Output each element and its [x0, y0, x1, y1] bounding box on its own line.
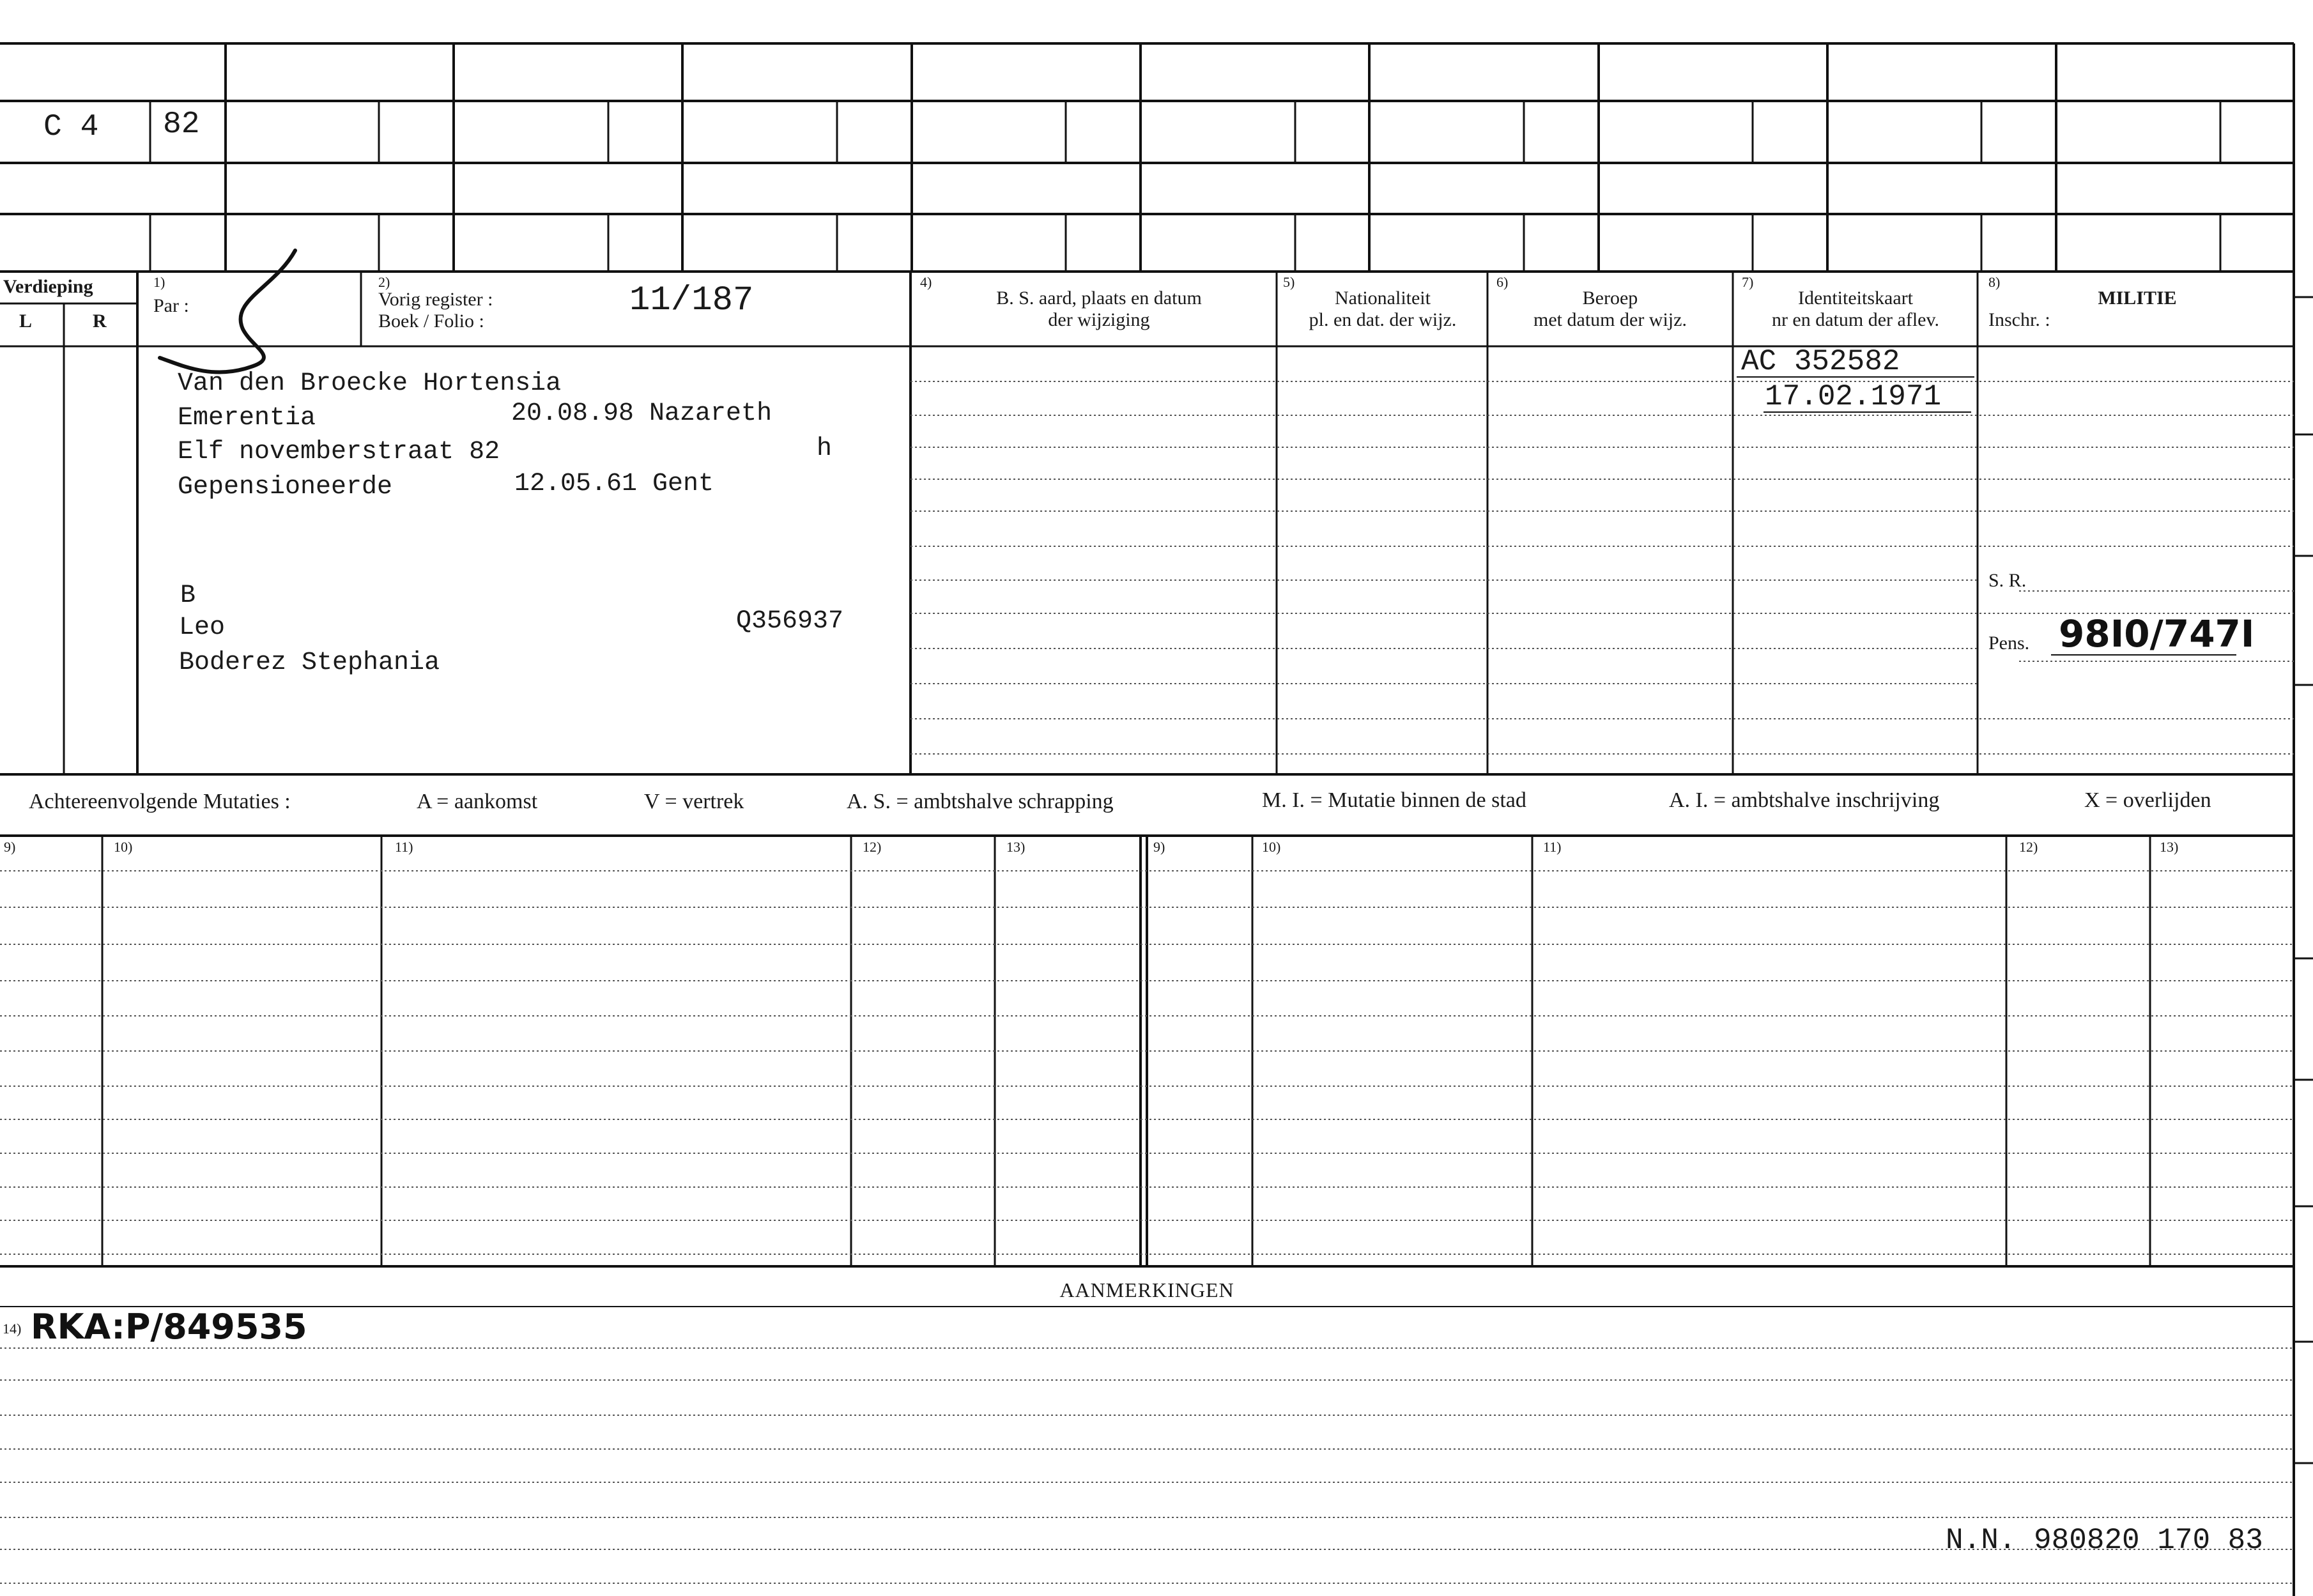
legend-a: A = aankomst: [417, 790, 538, 813]
col8-number: 8): [1988, 274, 2001, 290]
verdieping-label: Verdieping: [3, 276, 93, 297]
col6-number: 6): [1496, 274, 1509, 290]
col5-label-1: Nationaliteit: [1335, 288, 1431, 309]
col6-label-2: met datum der wijz.: [1533, 309, 1687, 330]
person-spouse-number: Q356937: [736, 607, 844, 636]
person-occupation: Gepensioneerde: [178, 473, 393, 502]
id-card-number: AC 352582: [1741, 345, 1900, 378]
person-occupation-date: 12.05.61 Gent: [514, 470, 714, 498]
person-name: Van den Broecke Hortensia: [178, 369, 562, 398]
col5-label-2: pl. en dat. der wijz.: [1309, 309, 1457, 330]
person-relative: Boderez Stephania: [179, 648, 440, 677]
legend-ai: A. I. = ambtshalve inschrijving: [1669, 788, 1940, 812]
militia-sr-label: S. R.: [1988, 570, 2027, 591]
col2-number: 2): [378, 274, 390, 290]
col7-number: 7): [1742, 274, 1754, 290]
col4-label-1: B. S. aard, plaats en datum: [996, 288, 1202, 309]
col7-label-2: nr en datum der aflev.: [1771, 309, 1940, 330]
col5-number: 5): [1283, 274, 1295, 290]
mutation-col-13a: 13): [1006, 839, 1026, 855]
person-spouse: Leo: [179, 613, 226, 642]
previous-register-value: 11/187: [629, 281, 754, 320]
top-grid-code: C 4: [43, 110, 99, 144]
mutation-col-10a: 10): [114, 839, 133, 855]
remarks-number: 14): [3, 1321, 22, 1337]
mutation-col-12a: 12): [863, 839, 882, 855]
col2-label-2: Boek / Folio :: [378, 311, 484, 332]
id-card-date: 17.02.1971: [1765, 380, 1942, 413]
verdieping-right: R: [93, 311, 107, 332]
col4-number: 4): [920, 274, 932, 290]
mutation-col-9a: 9): [4, 839, 16, 855]
mutation-col-11a: 11): [395, 839, 413, 855]
militia-label: MILITIE: [2098, 288, 2177, 309]
col2-label-1: Vorig register :: [378, 289, 493, 310]
person-birth: 20.08.98 Nazareth: [511, 399, 772, 428]
legend-mi: M. I. = Mutatie binnen de stad: [1262, 788, 1526, 812]
person-b-label: B: [180, 581, 196, 610]
militia-inschr-label: Inschr. :: [1988, 309, 2050, 330]
col1-number: 1): [153, 274, 165, 290]
mutation-col-12b: 12): [2019, 839, 2038, 855]
person-second-name: Emerentia: [178, 404, 316, 433]
mutation-col-9b: 9): [1153, 839, 1165, 855]
mutation-col-10b: 10): [1262, 839, 1281, 855]
mutation-col-11b: 11): [1543, 839, 1562, 855]
col4-label-2: der wijziging: [1048, 309, 1150, 330]
footer-nn-number: N.N. 980820 170 83: [1946, 1524, 2263, 1557]
person-mark: h: [817, 434, 833, 463]
verdieping-left: L: [19, 311, 33, 332]
legend-v: V = vertrek: [644, 790, 744, 813]
col7-label-1: Identiteitskaart: [1798, 288, 1913, 309]
militia-pens-label: Pens.: [1988, 633, 2030, 654]
top-grid-number: 82: [163, 107, 200, 142]
col1-label: Par :: [153, 295, 189, 316]
remarks-value: RKA:P/849535: [31, 1307, 307, 1347]
legend-as: A. S. = ambtshalve schrapping: [847, 790, 1114, 813]
remarks-title: AANMERKINGEN: [1059, 1278, 1234, 1301]
mutation-col-13b: 13): [2160, 839, 2179, 855]
militia-pens-value: 98I0/747I: [2059, 612, 2255, 656]
person-address: Elf novemberstraat 82: [178, 438, 500, 466]
legend-title: Achtereenvolgende Mutaties :: [29, 790, 291, 813]
col6-label-1: Beroep: [1582, 288, 1638, 309]
legend-x: X = overlijden: [2084, 788, 2211, 812]
